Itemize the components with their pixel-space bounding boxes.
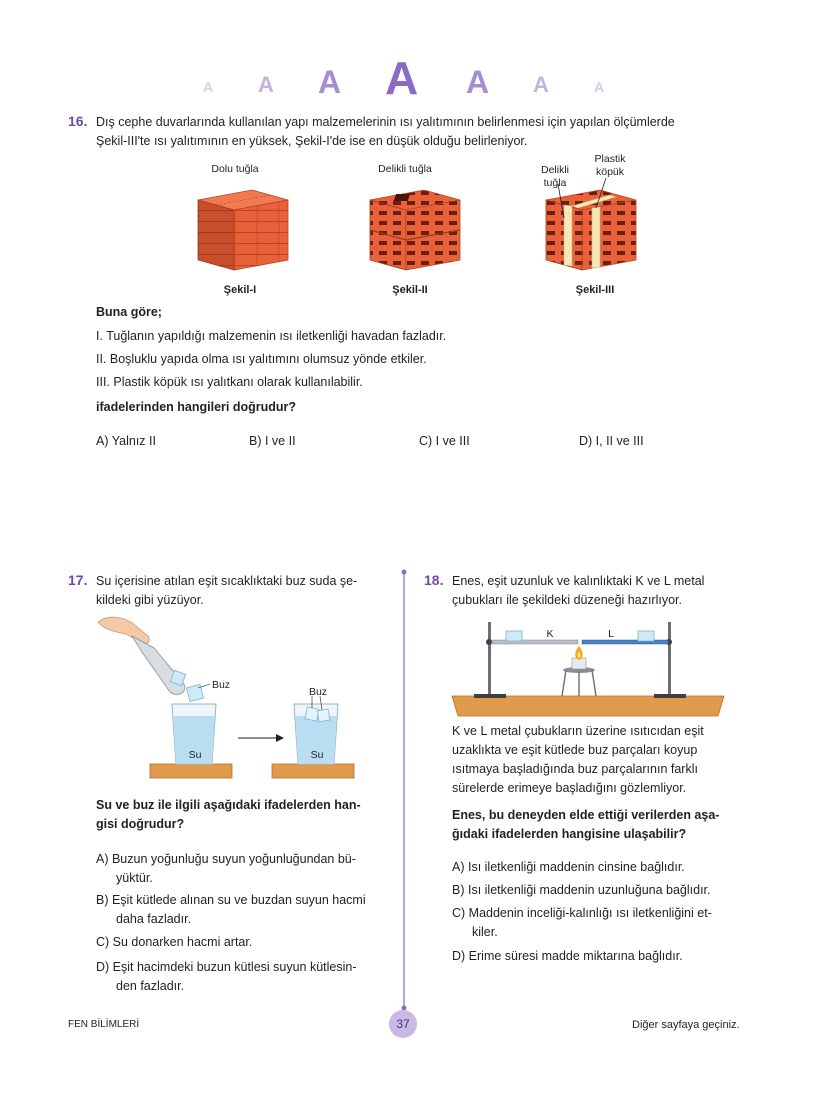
fig2-label: Delikli tuğla <box>378 163 432 175</box>
water-label-2: Su <box>310 749 324 761</box>
q17-option-d-line2: den fazladır. <box>116 979 185 993</box>
q18-option-a[interactable] <box>452 858 685 877</box>
q18-desc-4: sürelerde erimeye başladığını gözlemliyor. <box>452 781 687 795</box>
q16-stem-line2: Şekil-III'te ısı yalıtımının en yüksek, Şekil-I'de ise en düşük olduğu belirleniyor. <box>96 134 528 148</box>
metal-rod-apparatus <box>448 616 728 720</box>
q17-question-line1: Su ve buz ile ilgili aşağıdaki ifadelerden han- <box>96 798 361 812</box>
q18-number: 18. <box>424 572 444 588</box>
q18-option-c-line1: C) Maddenin inceliği-kalınlığı ısı iletkenliğini et- <box>452 906 712 920</box>
q18-option-c[interactable] <box>452 904 712 942</box>
q18-stem-line1: Enes, eşit uzunluk ve kalınlıktaki K ve L metal <box>452 574 705 588</box>
fig3-label-brick-2: tuğla <box>543 177 567 189</box>
header-letter-1: A <box>203 79 214 95</box>
q18-stem-line2: çubukları ile şekildeki düzeneği hazırlıyor. <box>452 593 682 607</box>
water-label-1: Su <box>188 749 202 761</box>
q17-option-d[interactable] <box>96 958 357 996</box>
q16-stem-line1: Dış cephe duvarlarında kullanılan yapı malzemelerinin ısı yalıtımının belirlenmesi için yapılan ölçümlerde <box>96 115 675 129</box>
q17-option-a[interactable] <box>96 850 356 888</box>
q17-option-a-line1: A) Buzun yoğunluğu suyun yoğunluğundan bü- <box>96 852 356 866</box>
footer-subject: FEN BİLİMLERİ <box>68 1019 140 1030</box>
q16-option-b[interactable]: B) I ve II <box>249 434 296 448</box>
q18-question-line1: Enes, bu deneyden elde ettiği verilerden aşa- <box>452 808 720 822</box>
q17-option-b[interactable] <box>96 891 366 929</box>
page-number-badge <box>389 1010 417 1038</box>
brick-with-foam <box>546 178 636 270</box>
fig3-label-foam-2: köpük <box>595 166 625 178</box>
q17-option-a-line2: yüktür. <box>116 871 153 885</box>
q18-question-line2: ğıdaki ifadelerden hangisine ulaşabilir? <box>452 827 687 841</box>
footer-next: Diğer sayfaya geçiniz. <box>632 1019 740 1031</box>
q17-option-c[interactable] <box>96 933 252 952</box>
ice-label-2: Buz <box>308 686 328 698</box>
q16-option-c[interactable]: C) I ve III <box>419 434 470 448</box>
hand-scoop <box>98 617 204 702</box>
q16-statement-3: III. Plastik köpük ısı yalıtkanı olarak kullanılabilir. <box>96 375 363 389</box>
q16-number: 16. <box>68 113 88 129</box>
q18-option-b-line1: B) Isı iletkenliği maddenin uzunluğuna bağlıdır. <box>452 883 711 897</box>
header-letter-2: A <box>258 72 274 97</box>
column-divider <box>400 568 408 1012</box>
q18-desc-2: uzaklıkta ve eşit kütlede buz parçaları koyup <box>452 743 698 757</box>
fig3-label-foam-1: Plastik <box>594 153 626 165</box>
header-letter-5: A <box>466 64 490 100</box>
fig2-caption: Şekil-II <box>392 284 428 296</box>
ice-label-1: Buz <box>211 679 231 691</box>
q17-number: 17. <box>68 572 88 588</box>
q17-option-b-line1: B) Eşit kütlede alınan su ve buzdan suyun hacmi <box>96 893 366 907</box>
q16-option-a[interactable]: A) Yalnız II <box>96 434 156 448</box>
q18-desc-3: ısıtmaya başladığında buz parçalarının farklı <box>452 762 698 776</box>
q17-option-d-line1: D) Eşit hacimdeki buzun kütlesi suyun kütlesin- <box>96 960 357 974</box>
q16-statement-2: II. Boşluklu yapıda olma ısı yalıtımını olumsuz yönde etkiler. <box>96 352 427 366</box>
q18-option-d[interactable] <box>452 947 683 966</box>
q16-option-d[interactable]: D) I, II ve III <box>579 434 644 448</box>
q18-option-c-line2: kiler. <box>472 925 498 939</box>
header-letter-4: A <box>385 52 419 104</box>
left-glass <box>150 704 232 778</box>
q18-option-a-line1: A) Isı iletkenliği maddenin cinsine bağlıdır. <box>452 860 685 874</box>
right-glass <box>272 696 354 778</box>
fig1-label: Dolu tuğla <box>211 163 259 175</box>
q16-lead: Buna göre; <box>96 305 162 319</box>
q16-question: ifadelerinden hangileri doğrudur? <box>96 400 297 414</box>
q17-option-b-line2: daha fazladır. <box>116 912 192 926</box>
rod-k-label: K <box>546 628 554 640</box>
header-letter-6: A <box>533 72 549 97</box>
q16-statement-1: I. Tuğlanın yapıldığı malzemenin ısı iletkenliği havadan fazladır. <box>96 329 447 343</box>
brick-figures <box>180 178 660 278</box>
q17-question-line2: gisi doğrudur? <box>96 817 185 831</box>
fig1-caption: Şekil-I <box>223 284 257 296</box>
header-letter-3: A <box>318 64 342 100</box>
q17-stem-line2: kildeki gibi yüzüyor. <box>96 593 204 607</box>
header-letter-7: A <box>594 79 605 95</box>
q17-option-c-line1: C) Su donarken hacmi artar. <box>96 935 253 949</box>
ice-water-figure <box>92 612 392 788</box>
solid-brick <box>198 190 288 270</box>
page-number: 37 <box>396 1017 410 1031</box>
q18-option-d-line1: D) Erime süresi madde miktarına bağlıdır. <box>452 949 683 963</box>
q17-stem-line1: Su içerisine atılan eşit sıcaklıktaki buz suda şe- <box>96 574 358 588</box>
perforated-brick <box>370 190 460 270</box>
q18-option-b[interactable] <box>452 881 711 900</box>
fig3-label-brick-1: Delikli <box>540 164 569 176</box>
rod-l-label: L <box>608 628 614 640</box>
fig3-caption: Şekil-III <box>575 284 615 296</box>
q18-desc-1: K ve L metal çubukların üzerine ısıtıcıdan eşit <box>452 724 704 738</box>
